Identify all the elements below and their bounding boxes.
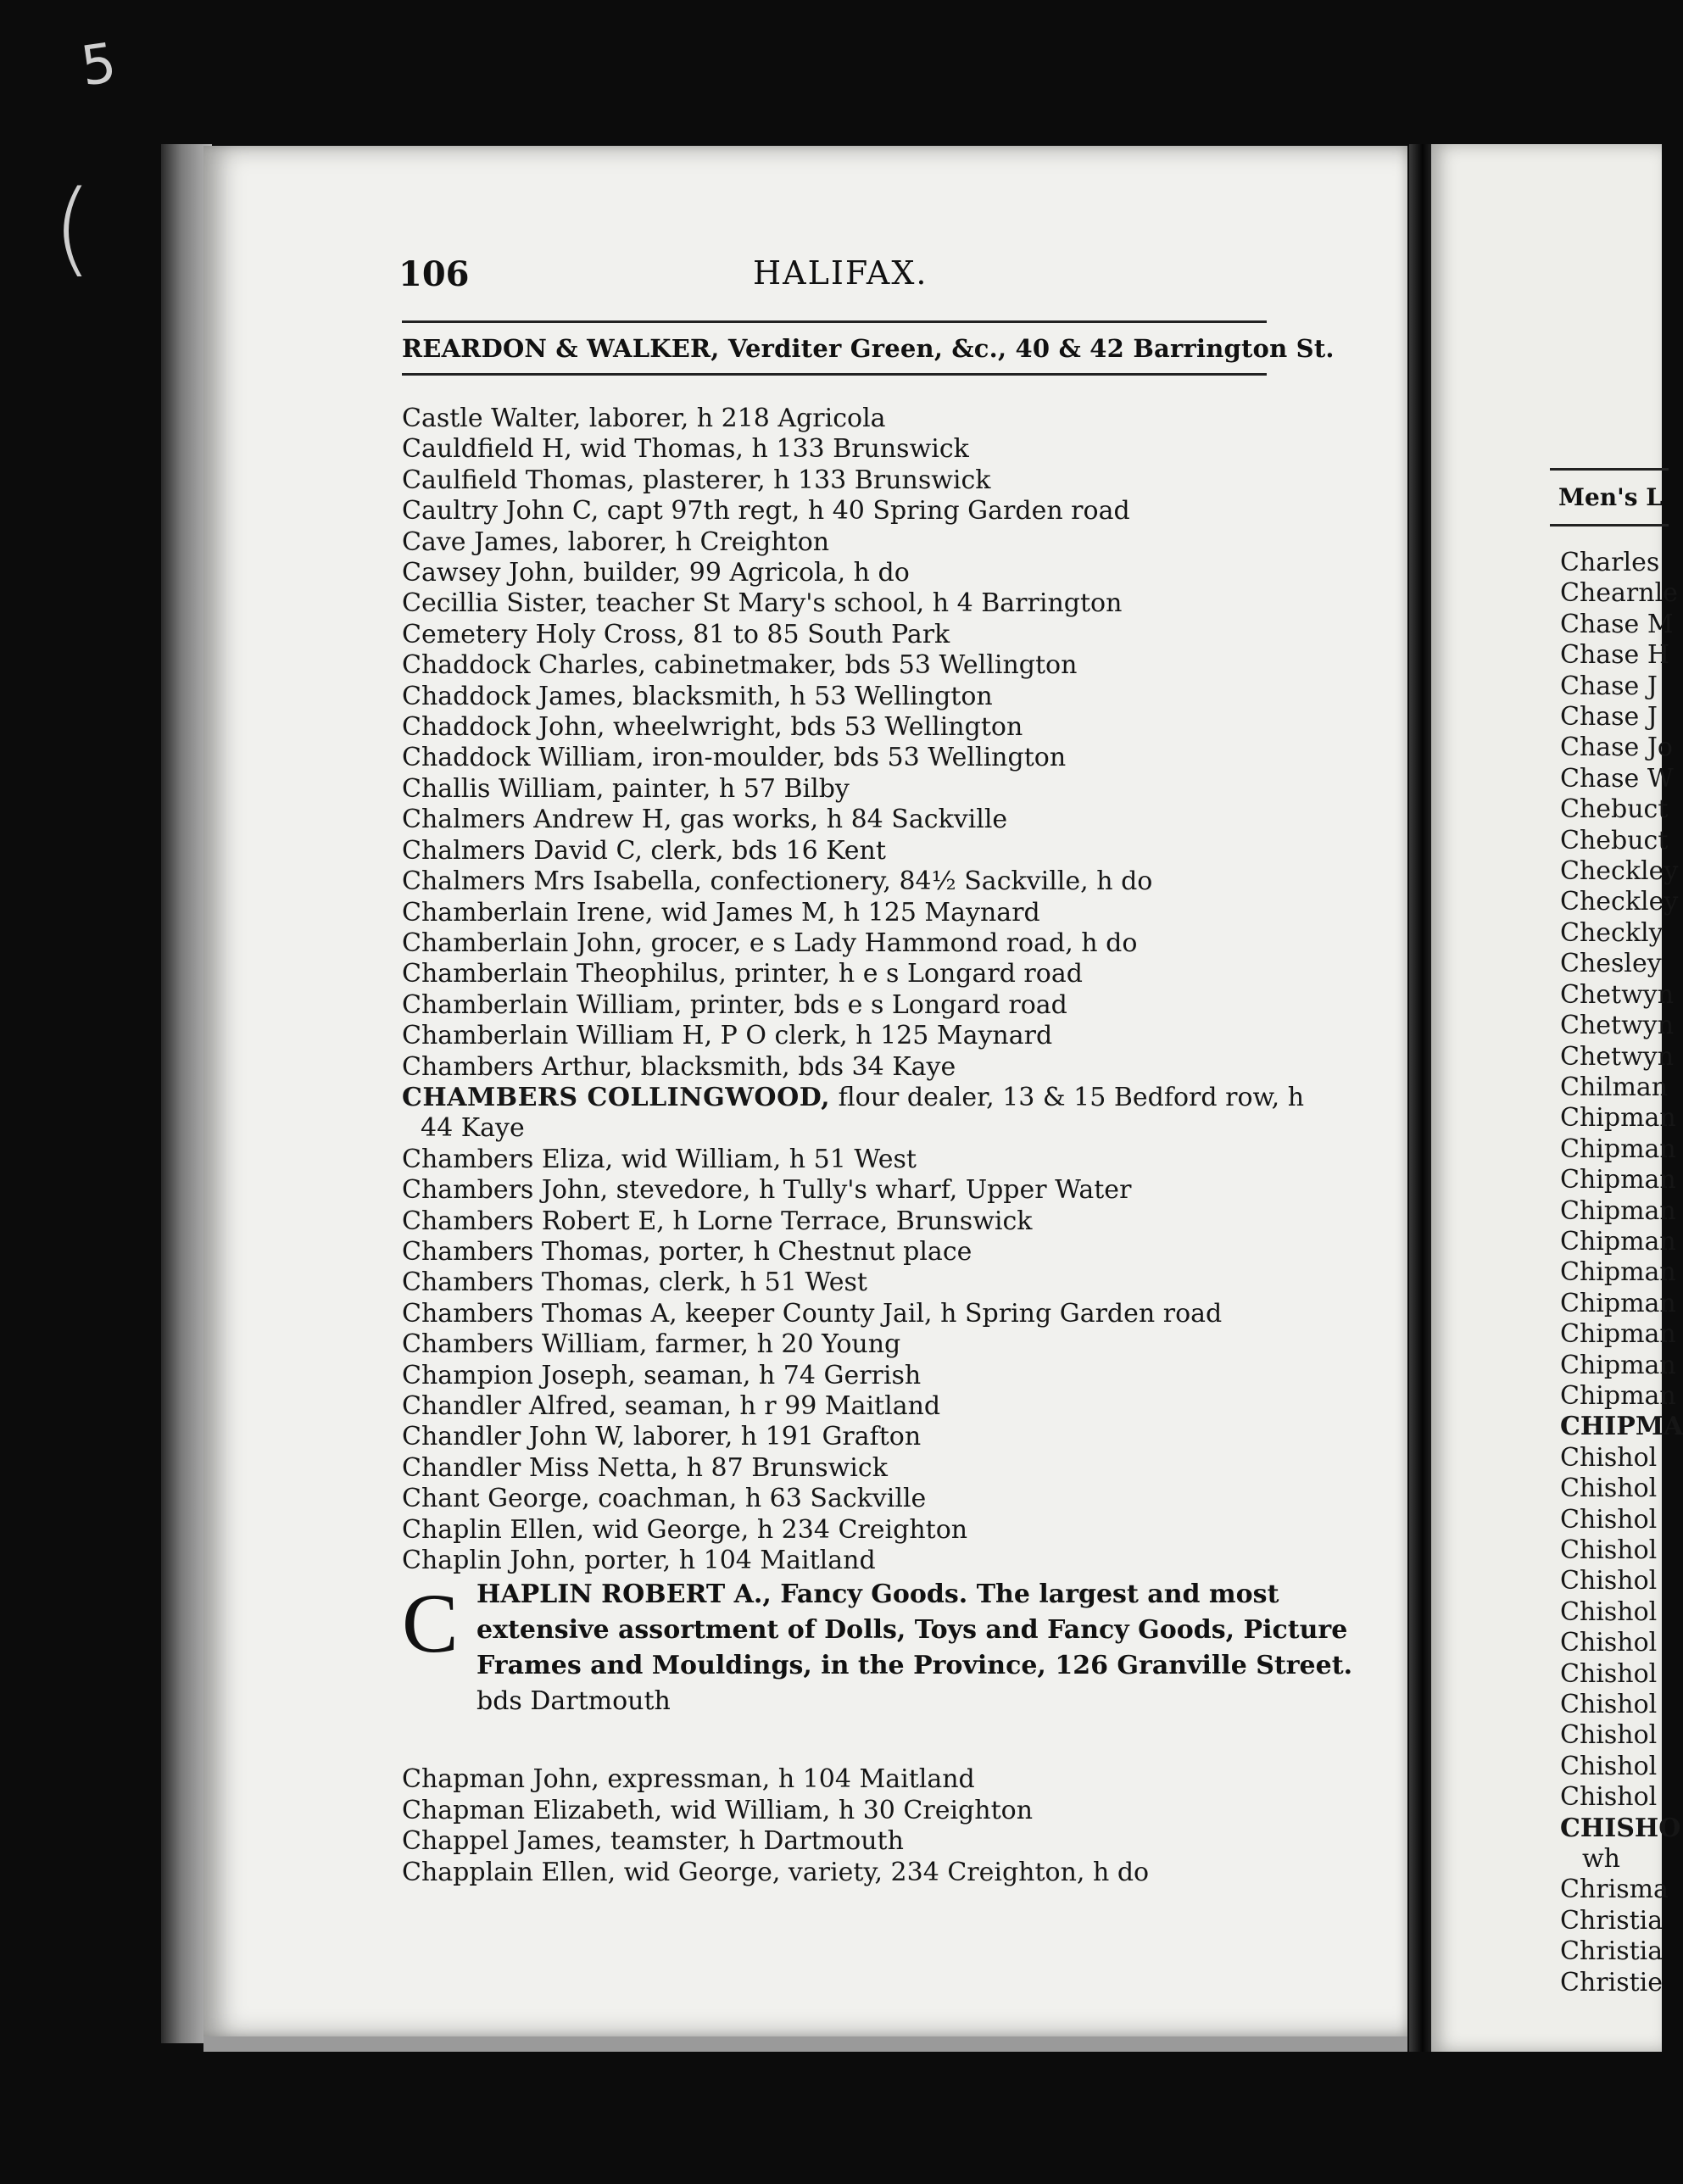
entry-text: Chapman John, expressman, h 104 Maitland — [402, 1764, 975, 1795]
entry-text: Caultry John C, capt 97th regt, h 40 Spring Garden road — [402, 496, 1130, 526]
directory-entry — [402, 682, 1275, 712]
chaplin-advertisement — [402, 1576, 1353, 1764]
directory-entry — [402, 620, 1275, 650]
entry-text: Castle Walter, laborer, h 218 Agricola — [402, 404, 886, 433]
entry-text: Chambers John, stevedore, h Tully's wharf, Upper Water — [402, 1175, 1132, 1206]
entry-text: Caulfield Thomas, plasterer, h 133 Brunswick — [402, 465, 991, 495]
directory-entry — [402, 1021, 1275, 1051]
directory-entry: Chebuct — [1560, 825, 1669, 855]
directory-entry — [402, 558, 1275, 588]
directory-entry — [402, 1422, 1275, 1452]
directory-entry: Chishol — [1560, 1535, 1658, 1565]
entry-text: Cecillia Sister, teacher St Mary's school, h 4 Barrington — [402, 588, 1123, 619]
directory-entry — [402, 496, 1275, 526]
directory-entries — [1560, 548, 1683, 1998]
directory-entry: Chilman — [1560, 1072, 1669, 1102]
entry-text: Chalmers David C, clerk, bds 16 Kent — [402, 835, 886, 866]
directory-entry: Christia — [1560, 1905, 1663, 1936]
directory-entry: Chipman — [1560, 1134, 1676, 1164]
entry-text: Chaplin Ellen, wid George, h 234 Creighton — [402, 1514, 968, 1545]
directory-entry: Chase W — [1560, 763, 1674, 794]
directory-entry — [402, 1826, 1275, 1857]
entry-text: Chambers William, farmer, h 20 Young — [402, 1329, 901, 1360]
directory-entry: Chearnle — [1560, 578, 1678, 609]
directory-entry — [402, 866, 1275, 897]
directory-entry: Checkley — [1560, 856, 1679, 887]
handwritten-mark: 5 — [77, 31, 120, 99]
directory-entry: Chishol — [1560, 1628, 1658, 1658]
directory-entry — [402, 1391, 1275, 1422]
directory-entry: Chipman — [1560, 1226, 1676, 1256]
entry-text: Challis William, painter, h 57 Bilby — [402, 773, 850, 804]
header-rule-top — [1550, 468, 1669, 471]
directory-entry — [402, 928, 1275, 959]
directory-entry: Chase M — [1560, 609, 1674, 639]
directory-entry: Chetwyn — [1560, 1041, 1675, 1072]
directory-entry — [402, 712, 1275, 743]
entry-text: Chaddock Charles, cabinetmaker, bds 53 Wellington — [402, 650, 1078, 681]
directory-entry: Chipman — [1560, 1350, 1676, 1380]
entry-text: flour dealer, 13 & 15 Bedford row, h — [830, 1082, 1305, 1112]
directory-entry: Chipman — [1560, 1257, 1676, 1288]
directory-entry: Chishol — [1560, 1596, 1658, 1627]
entry-text: Chant George, coachman, h 63 Sackville — [402, 1484, 927, 1514]
advert-line: Frames and Mouldings, in the Province, 126 Granville Street. — [476, 1651, 1353, 1681]
directory-entry: Chrisma — [1560, 1875, 1669, 1905]
directory-entry — [402, 1082, 1305, 1113]
entry-text: Chapman Elizabeth, wid William, h 30 Creighton — [402, 1795, 1034, 1825]
directory-entry: Chishol — [1560, 1751, 1658, 1781]
entry-text: Cawsey John, builder, 99 Agricola, h do — [402, 558, 910, 588]
entry-text: Chandler Alfred, seaman, h r 99 Maitland — [402, 1391, 941, 1421]
directory-entry — [402, 898, 1275, 928]
entry-text: Chandler Miss Netta, h 87 Brunswick — [402, 1452, 888, 1483]
directory-entry: Chishol — [1560, 1720, 1658, 1751]
entry-text: Cemetery Holy Cross, 81 to 85 South Park — [402, 619, 950, 649]
directory-entry — [402, 1145, 1275, 1175]
entry-text: Chapplain Ellen, wid George, variety, 234 Creighton, h do — [402, 1857, 1150, 1887]
directory-entry — [402, 1052, 1275, 1083]
directory-entry: Chipman — [1560, 1288, 1676, 1318]
entry-text: Chamberlain John, grocer, e s Lady Hammond road, h do — [402, 928, 1138, 958]
directory-entry — [402, 1299, 1275, 1329]
directory-entry: Checkly — [1560, 917, 1663, 948]
running-head: HALIFAX. — [753, 254, 928, 292]
directory-entry — [402, 1268, 1275, 1298]
directory-entry: Chipman — [1560, 1319, 1676, 1350]
directory-entry: Christie — [1560, 1967, 1663, 1997]
directory-entry: Chase H — [1560, 640, 1670, 671]
entry-text: Chalmers Andrew H, gas works, h 84 Sackville — [402, 805, 1008, 835]
directory-entry: Chishol — [1560, 1566, 1658, 1596]
directory-entry — [402, 990, 1275, 1021]
directory-entry — [402, 805, 1275, 835]
directory-entry: Chipman — [1560, 1380, 1676, 1411]
directory-entry — [402, 1796, 1275, 1826]
entry-text: Chappel James, teamster, h Dartmouth — [402, 1826, 904, 1857]
directory-entry — [402, 650, 1275, 681]
directory-entry: Charles — [1560, 548, 1660, 577]
directory-entry: Chishol — [1560, 1690, 1658, 1720]
directory-entry — [402, 465, 1275, 496]
directory-entry: CHIPMA — [1560, 1412, 1683, 1442]
directory-entry — [402, 1237, 1275, 1268]
page-number: 106 — [398, 254, 470, 294]
directory-entries — [402, 404, 1353, 1888]
advert-banner: Men's L — [1558, 483, 1663, 511]
directory-entry: CHISHO — [1560, 1813, 1681, 1843]
directory-entry: Chase J — [1560, 702, 1658, 733]
header-rule-top — [402, 320, 1267, 323]
directory-entry: Chishol — [1560, 1782, 1658, 1813]
directory-entry — [402, 527, 1275, 558]
entry-text: Chaddock John, wheelwright, bds 53 Wellington — [402, 712, 1023, 743]
entry-text: Chamberlain Theophilus, printer, h e s Longard road — [402, 959, 1083, 989]
entry-text: Chamberlain William H, P O clerk, h 125 Maynard — [402, 1021, 1053, 1051]
directory-entry — [402, 1361, 1275, 1391]
directory-entry: Christia — [1560, 1936, 1663, 1967]
entry-text: Chamberlain William, printer, bds e s Longard road — [402, 989, 1067, 1020]
directory-entry: Chetwyn — [1560, 1011, 1675, 1041]
advert-line: extensive assortment of Dolls, Toys and Fancy Goods, Picture — [476, 1615, 1348, 1646]
directory-entry — [402, 434, 1275, 465]
entry-text: Chandler John W, laborer, h 191 Grafton — [402, 1422, 922, 1452]
directory-entry: Chishol — [1560, 1658, 1658, 1689]
entry-text: 44 Kaye — [421, 1113, 525, 1144]
directory-entry — [402, 836, 1275, 866]
entry-text: Chamberlain Irene, wid James M, h 125 Maynard — [402, 897, 1040, 928]
entry-text: Chambers Robert E, h Lorne Terrace, Brunswick — [402, 1206, 1033, 1236]
entry-text: Chalmers Mrs Isabella, confectionery, 84½ Sackville, h do — [402, 866, 1153, 897]
entry-name: CHAMBERS COLLINGWOOD, — [402, 1082, 831, 1112]
advert-banner: REARDON & WALKER, Verditer Green, &c., 40 & 42 Barrington St. — [402, 334, 1335, 363]
entry-text: Cauldfield H, wid Thomas, h 133 Brunswick — [402, 434, 969, 465]
directory-entry — [402, 959, 1275, 989]
entry-text: Champion Joseph, seaman, h 74 Gerrish — [402, 1360, 922, 1390]
entry-text: Cave James, laborer, h Creighton — [402, 526, 830, 557]
directory-entry — [402, 1764, 1275, 1795]
directory-entry: Chipman — [1560, 1195, 1676, 1226]
directory-entry: wh — [1582, 1844, 1620, 1875]
directory-entry — [402, 404, 1275, 434]
directory-entry: Chishol — [1560, 1474, 1658, 1504]
directory-entry: Chase J — [1560, 671, 1658, 701]
directory-entry — [402, 1175, 1275, 1206]
directory-entry — [402, 1113, 1275, 1144]
entry-text: Chaplin John, porter, h 104 Maitland — [402, 1546, 876, 1576]
entry-text: Chaddock James, blacksmith, h 53 Wellington — [402, 681, 993, 711]
directory-entry: Chesley — [1560, 949, 1662, 979]
directory-entry: Chetwyn — [1560, 979, 1675, 1010]
directory-entry: Checkley — [1560, 887, 1679, 917]
directory-entry — [402, 1546, 1275, 1576]
entry-text: Chambers Eliza, wid William, h 51 West — [402, 1144, 917, 1174]
entry-text: Chaddock William, iron-moulder, bds 53 Wellington — [402, 743, 1067, 773]
directory-entry: Chebuct — [1560, 794, 1669, 825]
directory-entry: Chishol — [1560, 1504, 1658, 1535]
advert-line: bds Dartmouth — [476, 1686, 671, 1717]
directory-entry — [402, 774, 1275, 805]
page-edge — [203, 2036, 1407, 2052]
directory-entry — [402, 1329, 1275, 1360]
directory-entry — [402, 588, 1275, 619]
directory-entry — [402, 1206, 1275, 1237]
right-page — [1431, 144, 1683, 2052]
directory-entry: Chishol — [1560, 1442, 1658, 1473]
directory-entry — [402, 1515, 1275, 1546]
directory-entry — [402, 1858, 1275, 1888]
advert-line: HAPLIN ROBERT A., Fancy Goods. The largest and most — [476, 1580, 1279, 1610]
entry-text: Chambers Thomas, porter, h Chestnut place — [402, 1236, 972, 1267]
directory-entry: Chipman — [1560, 1103, 1676, 1134]
header-rule-bottom — [1550, 524, 1669, 526]
directory-entry: Chipman — [1560, 1165, 1676, 1195]
entry-text: Chambers Thomas A, keeper County Jail, h Spring Garden road — [402, 1298, 1223, 1329]
directory-entry: Chase Jo — [1560, 733, 1673, 763]
page-gutter — [1409, 144, 1431, 2052]
entry-text: Chambers Arthur, blacksmith, bds 34 Kaye — [402, 1051, 956, 1082]
bracket-mark: ( — [53, 170, 92, 287]
header-rule-bottom — [402, 373, 1267, 376]
directory-entry — [402, 1453, 1275, 1484]
entry-text: Chambers Thomas, clerk, h 51 West — [402, 1268, 867, 1298]
drop-cap: C — [402, 1576, 459, 1671]
directory-entry — [402, 743, 1275, 773]
directory-entry — [402, 1484, 1275, 1514]
